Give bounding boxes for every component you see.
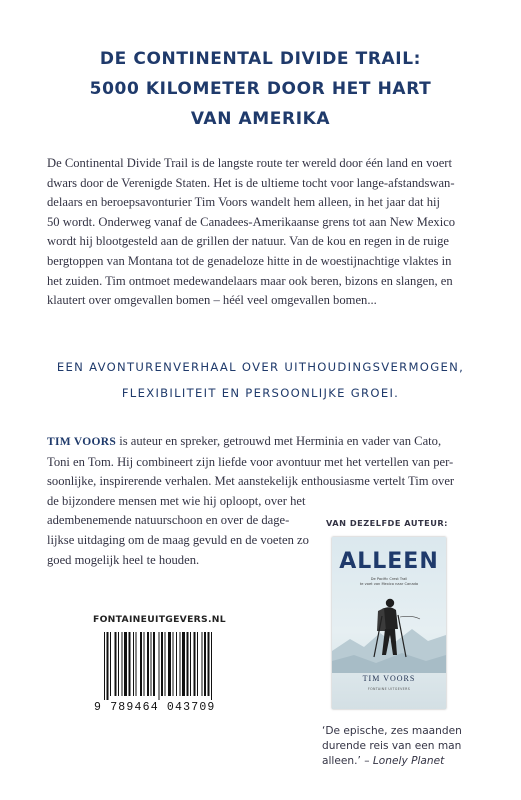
blurb-line: 50 wordt. Onderweg vanaf de Canadees-Amerikaanse grens tot aan New Mexico <box>47 214 456 229</box>
review-quote <box>322 724 492 769</box>
quote-line-last <box>322 754 492 769</box>
quote-line: durende reis van een man <box>322 740 462 752</box>
barcode-bar <box>197 632 198 696</box>
barcode-bar <box>168 632 171 696</box>
barcode-bar <box>122 632 123 696</box>
other-book-author: TIM VOORS <box>362 674 416 683</box>
quote-source: Lonely Planet <box>372 755 445 767</box>
barcode-bar <box>208 632 210 696</box>
tagline-line: FLEXIBILITEIT EN PERSOONLIJKE GROEI. <box>121 386 400 400</box>
barcode-bar <box>176 632 177 696</box>
barcode-bar <box>147 632 149 696</box>
blurb-line: klautert over omgevallen bomen – héél veel omgevallen bomen... <box>47 293 377 308</box>
barcode-bar <box>118 632 119 696</box>
tagline <box>0 354 521 406</box>
bio-line: adembenemende natuurschoon en over de dage- <box>47 513 290 528</box>
barcode-bar <box>124 632 127 696</box>
barcode-bar <box>180 632 181 696</box>
quote-line: alleen.’ – <box>322 755 373 767</box>
hiker-illustration <box>332 589 446 673</box>
same-author-label: VAN DEZELFDE AUTEUR: <box>326 518 448 528</box>
quote-line: ‘De epische, zes maanden <box>322 725 462 737</box>
barcode-bar <box>190 632 191 696</box>
blurb-line: delaars en beroepsavonturier Tim Voors wandelt hem alleen, in het jaar dat hij <box>47 195 440 210</box>
isbn-number: 9 789464 043709 <box>94 701 216 714</box>
other-book-cover <box>332 537 446 709</box>
barcode-bar <box>194 632 196 696</box>
bio-line: Toni en Tom. Hij combineert zijn liefde voor avontuur met het vertellen van per- <box>47 454 454 469</box>
barcode-bar <box>133 632 134 696</box>
barcode-bar <box>159 632 160 700</box>
blurb-line: De Continental Divide Trail is de langste route ter wereld door één land en voert <box>47 156 452 170</box>
barcode-bar <box>136 632 137 696</box>
barcode-bar <box>187 632 189 696</box>
isbn-barcode <box>90 632 266 722</box>
barcode-bars <box>100 632 266 700</box>
other-book-subtitle <box>332 577 446 587</box>
publisher-website[interactable]: FONTAINEUITGEVERS.NL <box>93 614 226 625</box>
headline-line: VAN AMERIKA <box>190 109 331 129</box>
blurb-paragraph <box>47 154 477 311</box>
headline-line: DE CONTINENTAL DIVIDE TRAIL: <box>99 49 422 69</box>
barcode-bar <box>211 632 212 700</box>
bio-first-line <box>47 432 477 453</box>
barcode-bar <box>129 632 131 696</box>
headline <box>0 44 521 134</box>
barcode-bar <box>153 632 155 696</box>
barcode-bar <box>173 632 174 696</box>
blurb-line: wordt hij blootgesteld aan de grillen der natuur. Van de kou en regen in de ruige <box>47 234 449 249</box>
bio-first-line-text: is auteur en spreker, getrouwd met Herminia en vader van Cato, <box>116 434 442 448</box>
barcode-bar <box>107 632 109 700</box>
barcode-bar <box>202 632 203 696</box>
blurb-line: dwars door de Verenigde Staten. Het is de ultieme tocht voor lange-afstandswan- <box>47 175 455 190</box>
other-book-subtitle-line: De Pacific Crest Trail <box>370 577 408 581</box>
bio-line: lijkse uitdaging om de maag gevuld en de voeten zo <box>47 532 309 547</box>
other-book-subtitle-line: te voet van Mexico naar Canada <box>359 582 419 586</box>
headline-line: 5000 KILOMETER DOOR HET HART <box>89 79 432 99</box>
bio-author-name: TIM VOORS <box>47 436 117 448</box>
bio-line: goed mogelijk heel te houden. <box>47 552 200 567</box>
barcode-bar <box>161 632 163 696</box>
barcode-bar <box>204 632 206 696</box>
other-book-publisher: FONTAINE UITGEVERS <box>367 687 411 691</box>
blurb-line: het zuiden. Tim ontmoet medewandelaars maar ook beren, bizons en slangen, en <box>47 273 453 288</box>
barcode-bar <box>115 632 117 696</box>
barcode-bar <box>165 632 166 696</box>
other-book-title: ALLEEN <box>339 549 439 574</box>
tagline-line: EEN AVONTURENVERHAAL OVER UITHOUDINGSVERMOGEN, <box>56 360 465 374</box>
blurb-line: bergtoppen van Montana tot de genadeloze hitte in de woestijnachtige vlaktes in <box>47 253 452 268</box>
barcode-bar <box>144 632 145 696</box>
bio-line: de bijzondere mensen met wie hij oploopt, over het <box>47 493 306 508</box>
barcode-bar <box>110 632 111 696</box>
barcode-bar <box>182 632 185 696</box>
bio-line: soonlijke, inspirerende verhalen. Met aanstekelijk enthousiasme vertelt Tim over <box>47 474 455 489</box>
barcode-bar <box>104 632 105 700</box>
barcode-bar <box>151 632 152 696</box>
barcode-bar <box>140 632 142 696</box>
